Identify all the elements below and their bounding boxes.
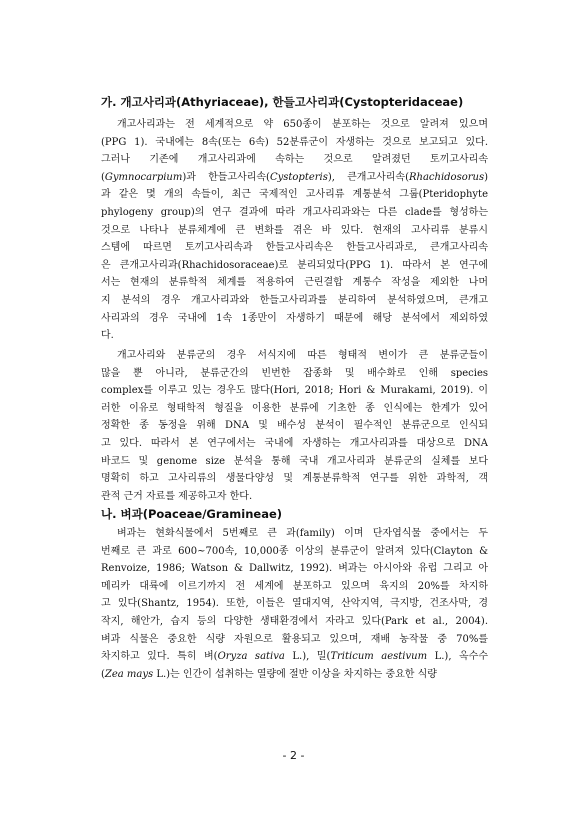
paragraph-poaceae-intro xyxy=(101,525,488,683)
section-heading-poaceae: 나. 벼과(Poaceae/Gramineae) xyxy=(101,507,283,521)
paragraph-athyriaceae-complex xyxy=(101,347,488,505)
text-line: 관적 근거 자료를 제공하고자 한다. xyxy=(101,490,253,502)
text-line: complex를 이루고 있는 경우도 많다(Hori, 2018; Hori & Murakami, 2019). 이 xyxy=(101,385,488,397)
text-line: 고 있다(Shantz, 1954). 또한, 이들은 열대지역, 산악지역, 극지방, 건조사막, 경 xyxy=(101,598,488,610)
text-line: (Zea mays L.)는 인간이 섭취하는 열량에 절반 이상을 차지하는 중요한 식량 xyxy=(101,668,437,680)
text-line: 것으로 나타나 분류체계에 큰 변화를 겪은 바 있다. 현재의 고사리류 분류시 xyxy=(101,224,488,236)
text-line: 번째로 큰 과로 600~700속, 10,000종 이상의 분류군이 알려져 있다(Clayton & xyxy=(101,545,488,557)
text-line: 다. xyxy=(101,330,114,342)
text-line: 그러나 기존에 개고사리과에 속하는 것으로 알려졌던 토끼고사리속 xyxy=(101,154,488,166)
text-line: 벼과는 현화식물에서 5번째로 큰 과(family) 이며 단자엽식물 중에서는 두 xyxy=(117,528,488,539)
text-line: 스템에 따르면 토끼고사리속과 한들고사리속은 한들고사리과로, 큰개고사리속 xyxy=(101,242,488,254)
text-line: 차지하고 있다. 특히 벼(Oryza sativa L.), 밀(Triticum aestivum L.), 옥수수 xyxy=(101,651,488,663)
text-line: 과 같은 몇 개의 속들이, 최근 국제적인 고사리류 계통분석 그룹(Pteridophyte xyxy=(101,189,488,201)
text-line: 개고사리와 분류군의 경우 서식지에 따른 형태적 변이가 큰 분류군들이 xyxy=(117,350,488,361)
text-line: 고 있다. 따라서 본 연구에서는 국내에 자생하는 개고사리과를 대상으로 DNA xyxy=(101,437,488,449)
text-line: 명확히 하고 고사리류의 생물다양성 및 계통분류학적 연구를 위한 과학적, 객 xyxy=(101,473,488,485)
text-line: 개고사리과는 전 세계적으로 약 650종이 분포하는 것으로 알려져 있으며 xyxy=(117,119,488,130)
text-line: phylogeny group)의 연구 결과에 따라 개고사리과와는 다른 clade를 형성하는 xyxy=(101,206,488,218)
text-line: 서는 현재의 분류학적 체계를 적용하여 근린결합 계통수 작성을 제외한 나머 xyxy=(101,277,488,289)
text-line: 바코드 및 genome size 분석을 통해 국내 개고사리과 분류군의 실체를 보다 xyxy=(101,455,488,467)
text-line: 정확한 종 동정을 위해 DNA 및 배수성 분석이 필수적인 분류군으로 인식되 xyxy=(101,420,488,432)
text-line: 지 분석의 경우 개고사리과와 한들고사리과를 분리하여 분석하였으며, 큰개고 xyxy=(101,294,488,306)
text-line: 러한 이유로 형태학적 형질을 이용한 분류에 기초한 종 인식에는 한계가 있어 xyxy=(101,402,488,414)
text-line: 은 큰개고사리과(Rhachidosoraceae)로 분리되었다(PPG 1). 따라서 본 연구에 xyxy=(101,259,488,271)
text-line: Renvoize, 1986; Watson & Dallwitz, 1992). 벼과는 아시아와 유럽 그리고 아 xyxy=(101,563,488,575)
text-line: 벼과 식물은 중요한 식량 자원으로 활용되고 있으며, 재배 농작물 중 70%를 xyxy=(101,633,488,645)
paragraph-athyriaceae-intro xyxy=(101,116,488,345)
section-heading-athyriaceae: 가. 개고사리과(Athyriaceae), 한들고사리과(Cystopteridaceae) xyxy=(101,95,464,109)
text-line: (Gymnocarpium)과 한들고사리속(Cystopteris), 큰개고사리속(Rhachidosorus) xyxy=(101,171,488,183)
text-line: (PPG 1). 국내에는 8속(또는 6속) 52분류군이 자생하는 것으로 보고되고 있다. xyxy=(101,136,488,148)
text-line: 사리과의 경우 국내에 1속 1종만이 자생하기 때문에 해당 분석에서 제외하였 xyxy=(101,312,488,324)
page-number: - 2 - xyxy=(282,749,305,762)
text-line: 메리카 대륙에 이르기까지 전 세계에 분포하고 있으며 육지의 20%를 차지하 xyxy=(101,580,488,592)
text-line: 많을 뿐 아니라, 분류군간의 빈번한 잡종화 및 배수화로 인해 species xyxy=(101,367,488,379)
text-line: 작지, 해안가, 습지 등의 다양한 생태환경에서 자라고 있다(Park et al., 2004). xyxy=(101,615,488,627)
